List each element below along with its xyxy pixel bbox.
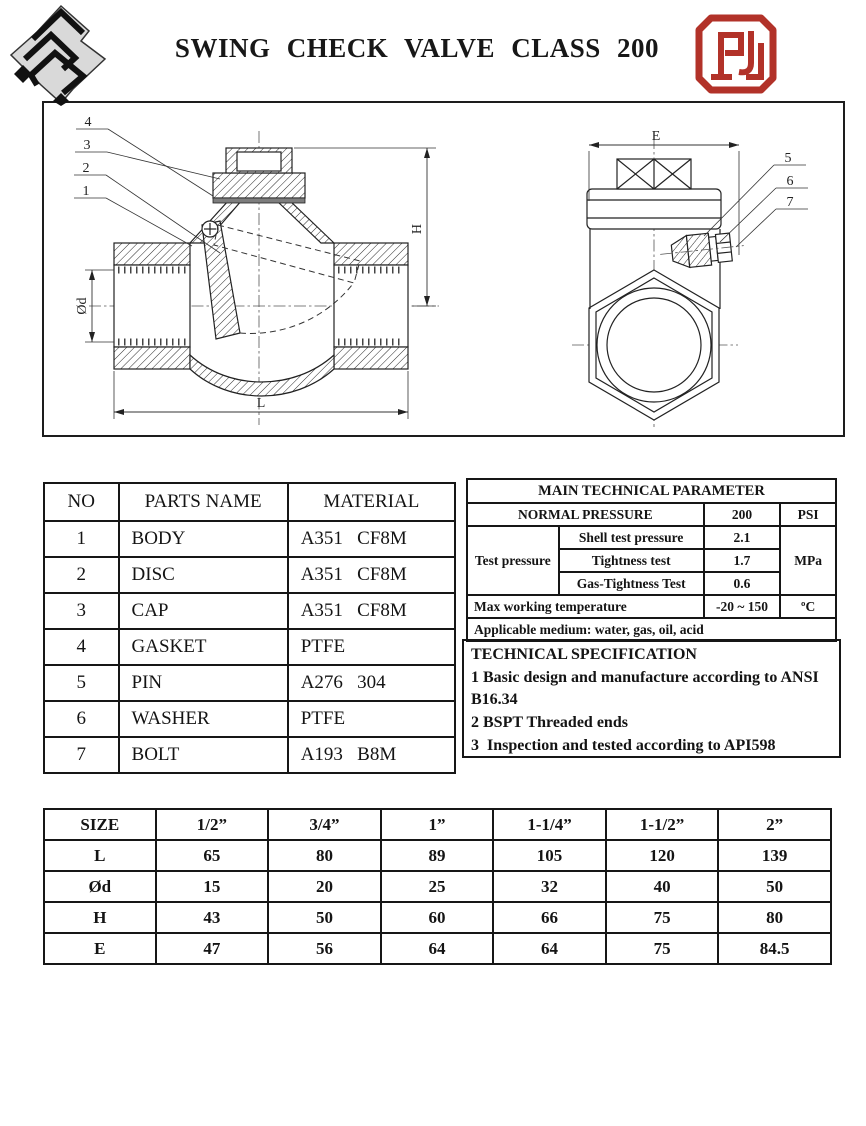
parts-table xyxy=(43,482,456,774)
normal-pressure-row xyxy=(467,503,836,526)
tests-unit: MPa xyxy=(780,526,836,595)
size-table xyxy=(43,808,832,965)
dim-value: 120 xyxy=(606,840,719,871)
part-material: PTFE xyxy=(288,629,455,665)
part-material: A193 B8M xyxy=(288,737,455,773)
parts-row xyxy=(44,557,455,593)
size-row-e xyxy=(44,933,831,964)
size-col: 1” xyxy=(381,809,494,840)
dim-label-e: E xyxy=(651,129,661,144)
size-row-od xyxy=(44,871,831,902)
callout-6: 6 xyxy=(786,174,794,189)
part-name: DISC xyxy=(119,557,288,593)
dim-label-h: H xyxy=(410,223,425,235)
max-temp-value: -20 ~ 150 xyxy=(704,595,780,618)
valve-section-view xyxy=(74,115,439,425)
part-no: 1 xyxy=(44,521,119,557)
gas-tightness-value: 0.6 xyxy=(704,572,780,595)
dim-value: 40 xyxy=(606,871,719,902)
part-name: BOLT xyxy=(119,737,288,773)
dim-value: 89 xyxy=(381,840,494,871)
dim-value: 105 xyxy=(493,840,606,871)
callout-1: 1 xyxy=(82,184,90,199)
size-col: 3/4” xyxy=(268,809,381,840)
dim-value: 60 xyxy=(381,902,494,933)
applicable-medium: Applicable medium: water, gas, oil, acid xyxy=(467,618,836,641)
parameters-title: MAIN TECHNICAL PARAMETER xyxy=(467,479,836,503)
dim-label-l: L xyxy=(256,396,266,411)
size-row-h xyxy=(44,902,831,933)
part-no: 2 xyxy=(44,557,119,593)
max-temp-unit: ºC xyxy=(780,595,836,618)
dim-value: 50 xyxy=(718,871,831,902)
row-label: H xyxy=(44,902,156,933)
page-title: SWING CHECK VALVE CLASS 200 xyxy=(174,33,660,63)
dim-value: 75 xyxy=(606,933,719,964)
parameters-table xyxy=(466,478,837,642)
part-material: A351 CF8M xyxy=(288,557,455,593)
part-name: WASHER xyxy=(119,701,288,737)
parts-row xyxy=(44,521,455,557)
callouts-left xyxy=(74,115,220,253)
dim-value: 80 xyxy=(268,840,381,871)
spec-item: 2 BSPT Threaded ends xyxy=(471,714,628,732)
tightness-test-label: Tightness test xyxy=(559,549,704,572)
dim-value: 65 xyxy=(156,840,269,871)
test-pressure-label: Test pressure xyxy=(467,526,559,595)
valve-end-view xyxy=(572,129,808,427)
parameters-title-row xyxy=(467,479,836,503)
callout-7: 7 xyxy=(786,195,794,210)
row-label: E xyxy=(44,933,156,964)
size-row-l xyxy=(44,840,831,871)
dim-value: 139 xyxy=(718,840,831,871)
size-col: 1-1/2” xyxy=(606,809,719,840)
part-no: 3 xyxy=(44,593,119,629)
dim-value: 50 xyxy=(268,902,381,933)
size-col: 1/2” xyxy=(156,809,269,840)
dim-value: 64 xyxy=(493,933,606,964)
normal-pressure-unit: PSI xyxy=(780,503,836,526)
shell-test-value: 2.1 xyxy=(704,526,780,549)
gas-tightness-label: Gas-Tightness Test xyxy=(559,572,704,595)
part-name: GASKET xyxy=(119,629,288,665)
part-name: PIN xyxy=(119,665,288,701)
valve-drawings xyxy=(44,103,843,435)
dim-value: 56 xyxy=(268,933,381,964)
part-no: 6 xyxy=(44,701,119,737)
dim-value: 66 xyxy=(493,902,606,933)
size-header-label: SIZE xyxy=(44,809,156,840)
callout-5: 5 xyxy=(784,151,792,166)
parts-header-name: PARTS NAME xyxy=(119,483,288,521)
dim-value: 25 xyxy=(381,871,494,902)
max-temp-label: Max working temperature xyxy=(467,595,704,618)
part-no: 7 xyxy=(44,737,119,773)
part-no: 4 xyxy=(44,629,119,665)
part-material: A276 304 xyxy=(288,665,455,701)
normal-pressure-value: 200 xyxy=(704,503,780,526)
parts-row xyxy=(44,593,455,629)
parts-row xyxy=(44,629,455,665)
mountain-logo-icon xyxy=(3,3,119,106)
callout-3: 3 xyxy=(83,138,91,153)
valve-disc xyxy=(202,221,240,339)
spec-item: 3 Inspection and tested according to API598 xyxy=(471,736,776,754)
dim-value: 47 xyxy=(156,933,269,964)
row-label: L xyxy=(44,840,156,871)
part-no: 5 xyxy=(44,665,119,701)
technical-drawing-panel xyxy=(42,101,845,437)
size-col: 2” xyxy=(718,809,831,840)
valve-cap xyxy=(213,148,305,203)
size-header-row xyxy=(44,809,831,840)
drain-bolt xyxy=(659,230,746,271)
callout-2: 2 xyxy=(82,161,90,176)
part-material: A351 CF8M xyxy=(288,521,455,557)
max-temp-row xyxy=(467,595,836,618)
spec-item: 1 Basic design and manufacture according to ANSI B16.34 xyxy=(471,668,827,709)
shell-test-label: Shell test pressure xyxy=(559,526,704,549)
parts-header-no: NO xyxy=(44,483,119,521)
dim-value: 84.5 xyxy=(718,933,831,964)
callout-4: 4 xyxy=(84,115,92,130)
technical-specification-box xyxy=(462,639,841,758)
dim-value: 32 xyxy=(493,871,606,902)
dim-value: 75 xyxy=(606,902,719,933)
dim-value: 80 xyxy=(718,902,831,933)
part-material: PTFE xyxy=(288,701,455,737)
dim-value: 43 xyxy=(156,902,269,933)
dim-value: 20 xyxy=(268,871,381,902)
row-label: Ød xyxy=(44,871,156,902)
part-name: CAP xyxy=(119,593,288,629)
part-name: BODY xyxy=(119,521,288,557)
parts-row xyxy=(44,665,455,701)
parts-row xyxy=(44,737,455,773)
dim-value: 15 xyxy=(156,871,269,902)
normal-pressure-label: NORMAL PRESSURE xyxy=(467,503,704,526)
size-col: 1-1/4” xyxy=(493,809,606,840)
parts-table-header xyxy=(44,483,455,521)
pd-logo-icon xyxy=(694,13,778,95)
spec-title: TECHNICAL SPECIFICATION xyxy=(471,646,697,663)
dim-label-od: Ød xyxy=(75,297,90,315)
parts-row xyxy=(44,701,455,737)
part-material: A351 CF8M xyxy=(288,593,455,629)
tightness-test-value: 1.7 xyxy=(704,549,780,572)
parts-header-material: MATERIAL xyxy=(288,483,455,521)
medium-row xyxy=(467,618,836,641)
dim-value: 64 xyxy=(381,933,494,964)
shell-test-row xyxy=(467,526,836,549)
